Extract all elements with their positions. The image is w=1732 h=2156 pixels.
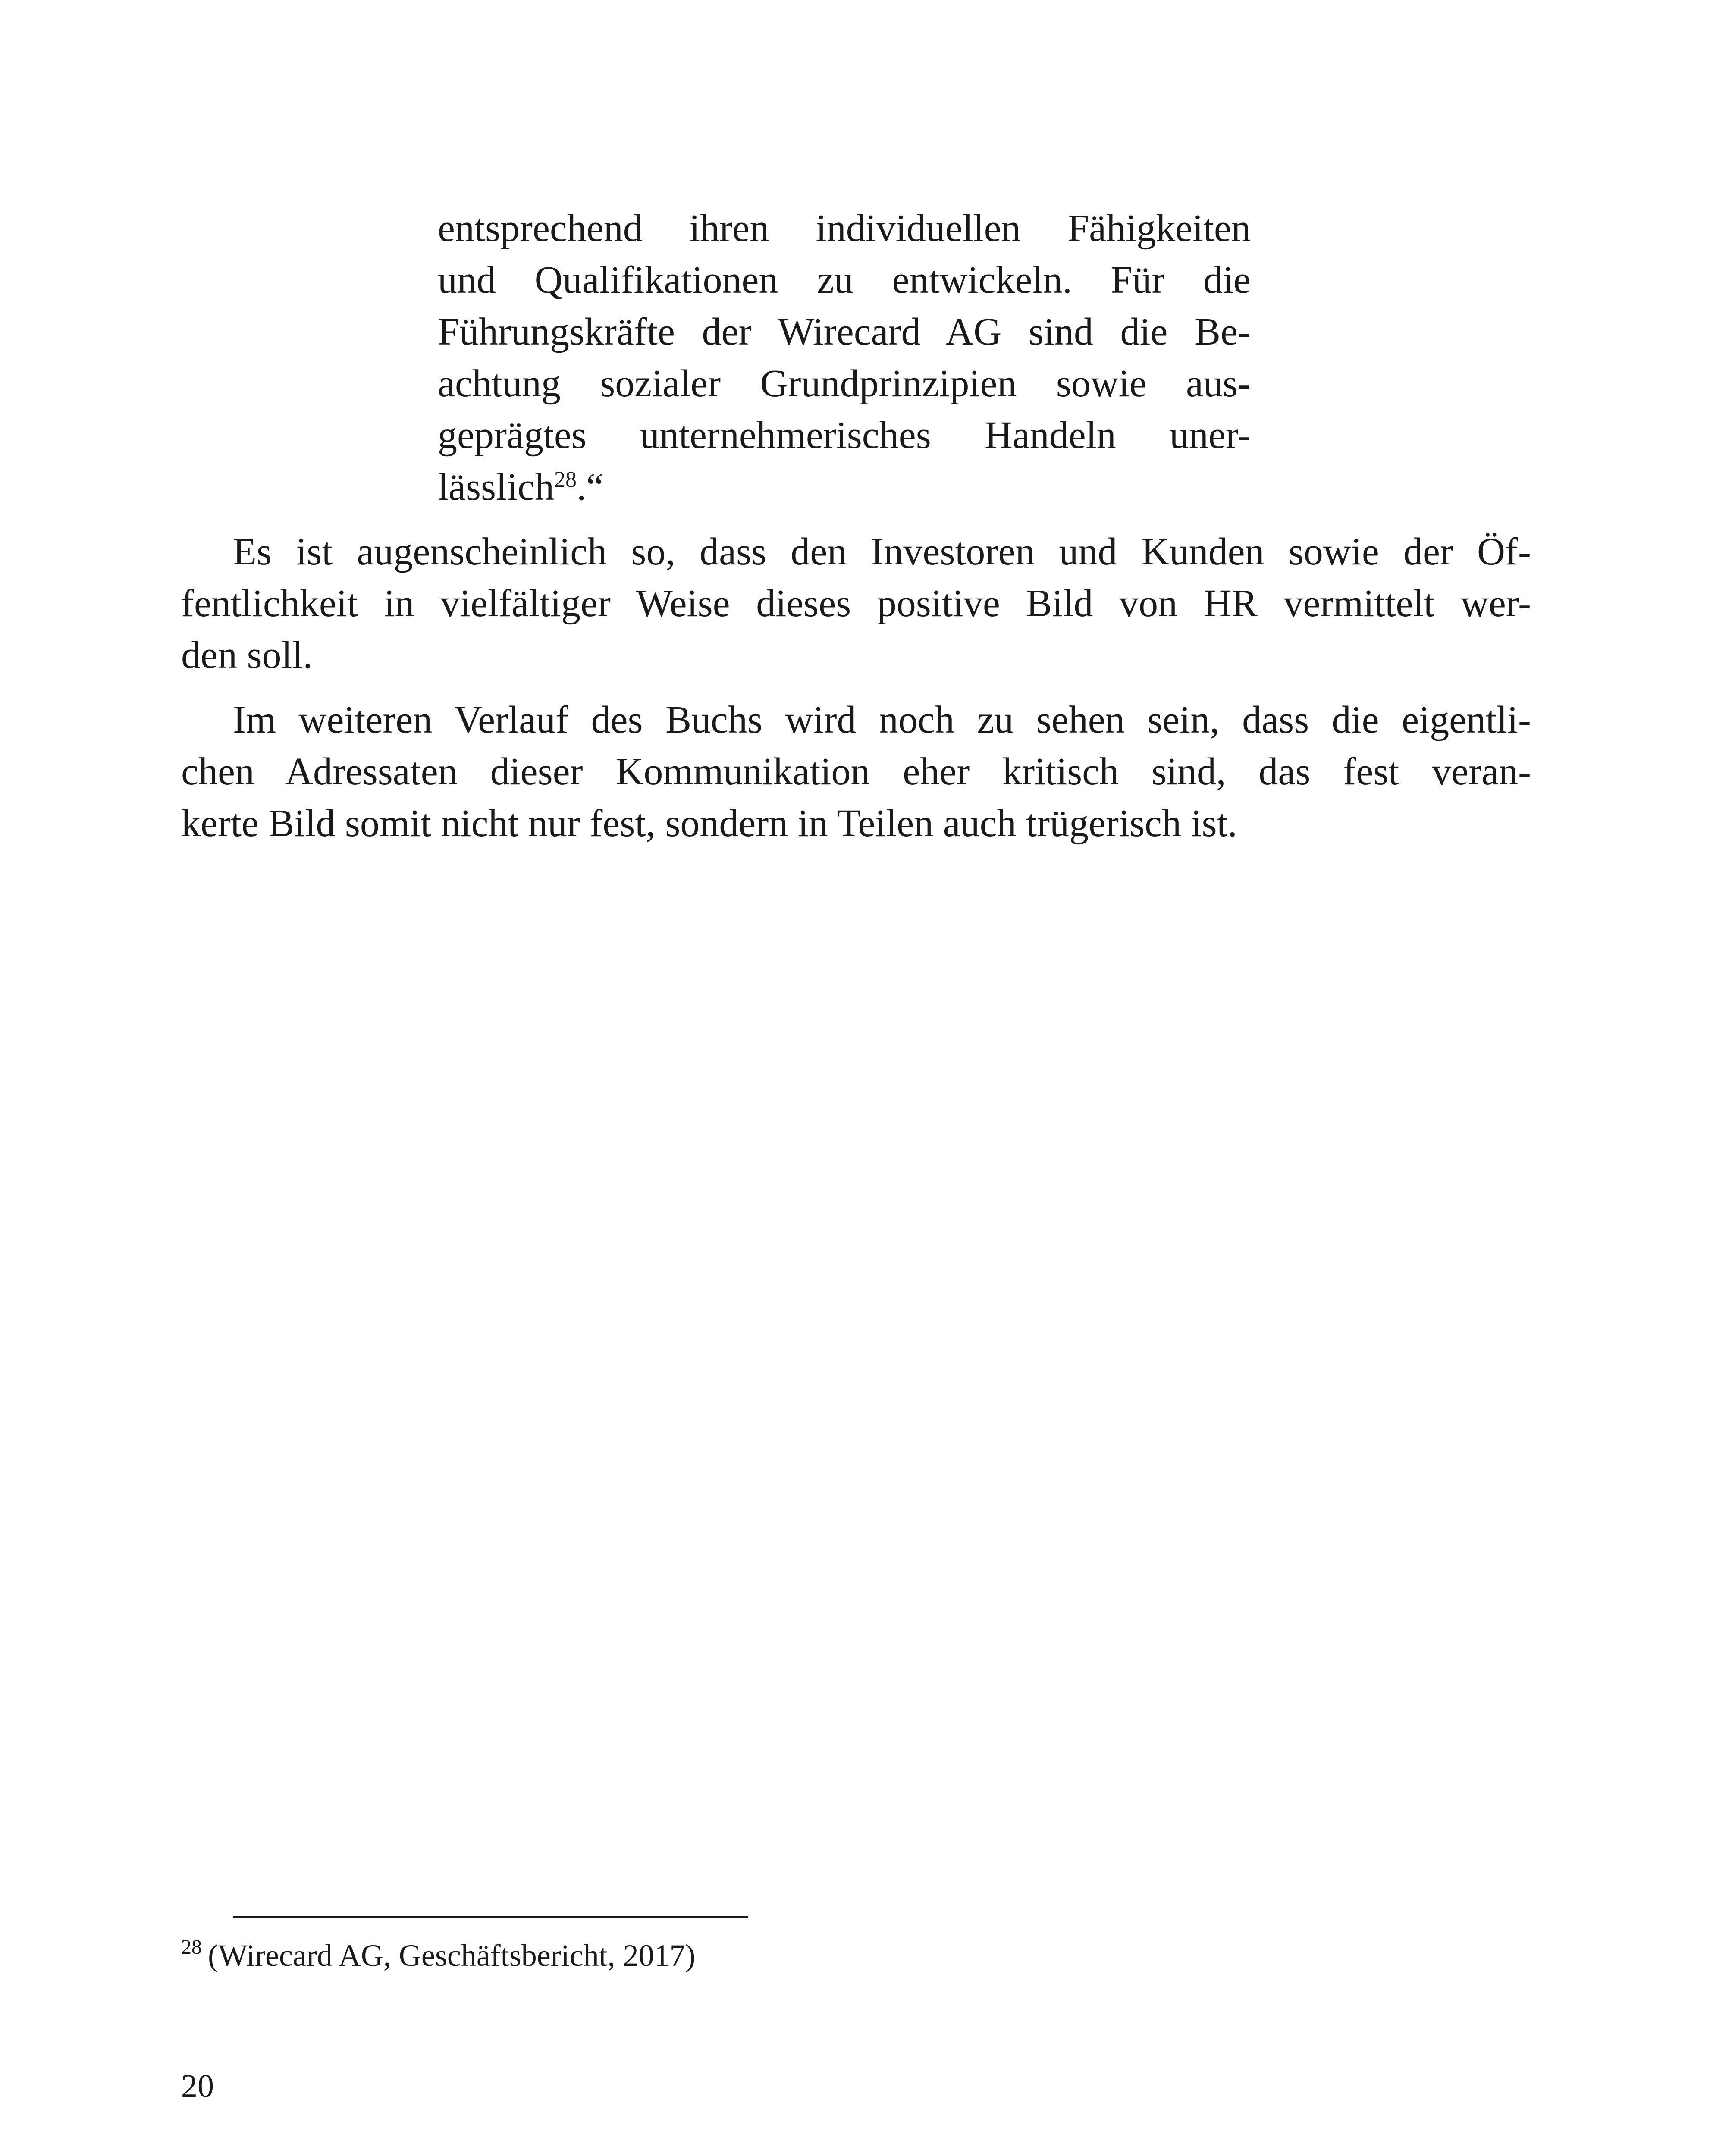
quote-line: und Qualifikationen zu entwickeln. Für die	[438, 259, 1251, 301]
footnote-number: 28	[181, 1936, 202, 1959]
page-number: 20	[181, 2068, 214, 2104]
footnote-divider	[233, 1916, 748, 1918]
quote-line-text: lässlich	[438, 466, 554, 508]
footnote-text: (Wirecard AG, Geschäftsbericht, 2017)	[208, 1938, 696, 1973]
quote-line: achtung sozialer Grundprinzipien sowie aus-	[438, 362, 1251, 405]
quote-line: Führungskräfte der Wirecard AG sind die Be-	[438, 310, 1251, 353]
footnote	[181, 1934, 696, 1977]
paragraph-line: Im weiteren Verlauf des Buchs wird noch zu sehen sein, dass die eigentli-	[233, 699, 1531, 741]
paragraph-line: fentlichkeit in vielfältiger Weise dieses positive Bild von HR vermittelt wer-	[181, 582, 1531, 625]
quote-line-last	[438, 461, 1251, 513]
quote-line: entsprechend ihren individuellen Fähigkeiten	[438, 207, 1251, 250]
paragraph-line: Es ist augenscheinlich so, dass den Investoren und Kunden sowie der Öf-	[233, 530, 1531, 573]
paragraph-line: den soll.	[181, 634, 313, 677]
paragraph-line: chen Adressaten dieser Kommunikation eher kritisch sind, das fest veran-	[181, 750, 1531, 793]
quote-closing: .“	[576, 466, 604, 508]
quote-line: geprägtes unternehmerisches Handeln uner-	[438, 414, 1251, 457]
footnote-reference[interactable]: 28	[554, 467, 577, 492]
paragraph-line: kerte Bild somit nicht nur fest, sondern in Teilen auch trügerisch ist.	[181, 802, 1238, 845]
